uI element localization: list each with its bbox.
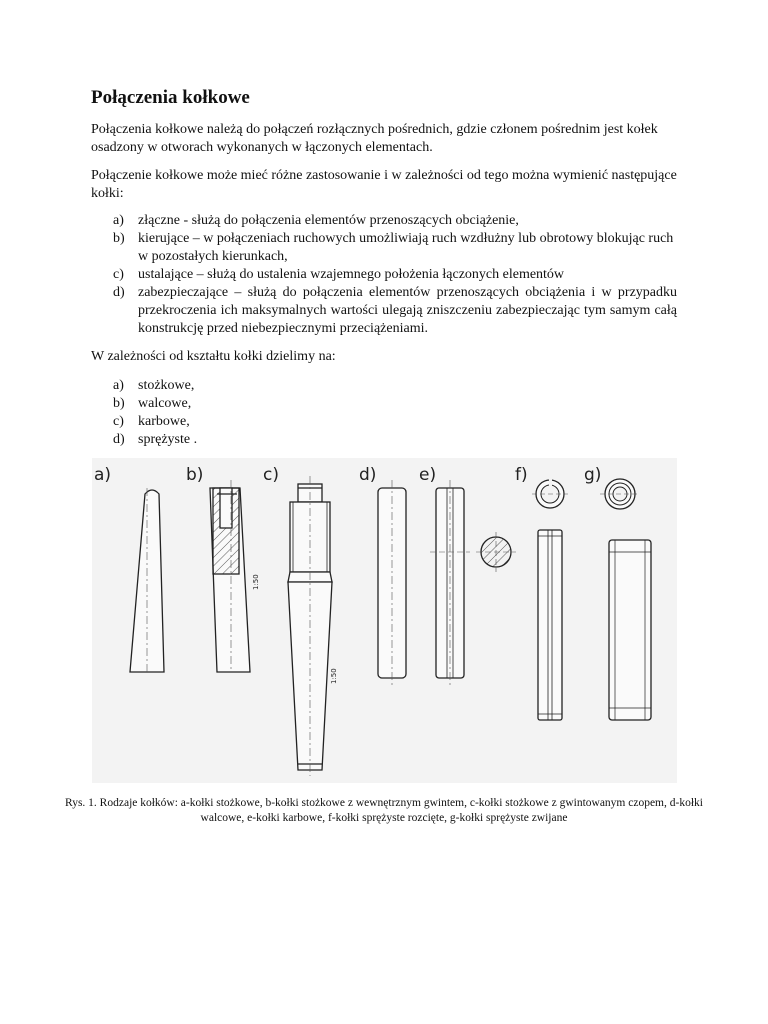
slotted-spring-pin-drawing — [532, 479, 568, 720]
list-item-text: stożkowe, — [138, 378, 195, 393]
taper-ratio-label: 1:50 — [330, 668, 338, 684]
coiled-spring-pin-drawing — [600, 479, 651, 720]
tapered-pin-threaded-stud-drawing — [288, 476, 338, 776]
list-item — [91, 377, 677, 395]
list-item — [91, 284, 677, 338]
shapes-list — [91, 377, 677, 449]
grooved-pin-cross-section-icon — [476, 532, 516, 572]
list-item-text: ustalające – służą do ustalenia wzajemnego położenia łączonych elementów — [138, 267, 565, 282]
list-item — [91, 413, 677, 431]
figure-caption: Rys. 1. Rodzaje kołków: a-kołki stożkowe, b-kołki stożkowe z wewnętrznym gwintem, c-kołki stożkowe z gwintowanym czopem, d-kołki walcowe, e-kołki karbowe, f-kołki sprężyste rozcięte, g-kołki sprężyste zwijane — [65, 797, 703, 824]
figure-label-d: d) — [359, 465, 377, 485]
list-marker: c) — [113, 414, 124, 429]
applications-list — [91, 212, 677, 338]
taper-ratio-label: 1:50 — [252, 574, 260, 590]
list-marker: d) — [113, 432, 125, 447]
figure-label-g: g) — [584, 465, 602, 485]
list-item — [91, 212, 677, 230]
figure-label-b: b) — [186, 465, 204, 485]
list-item-text: złączne - służą do połączenia elementów przenoszących obciążenie, — [138, 213, 519, 228]
list-marker: b) — [113, 231, 125, 246]
grooved-pin-drawing — [430, 480, 470, 686]
list-marker: a) — [113, 378, 124, 393]
tapered-pin-internal-thread-drawing — [210, 480, 260, 672]
figure-label-a: a) — [94, 465, 112, 485]
list-item — [91, 266, 677, 284]
pin-drawings — [92, 458, 677, 783]
applications-intro: Połączenie kołkowe może mieć różne zastosowanie i w zależności od tego można wymienić następujące kołki: — [91, 168, 677, 201]
list-marker: a) — [113, 213, 124, 228]
list-item-text: walcowe, — [138, 396, 192, 411]
list-item — [91, 431, 677, 449]
intro-paragraph: Połączenia kołkowe należą do połączeń rozłącznych pośrednich, gdzie członem pośrednim jest kołek osadzony w otworach wykonanych w łączonych elementach. — [91, 122, 658, 155]
list-item-text: karbowe, — [138, 414, 190, 429]
list-item-text: zabezpieczające – służą do połączenia elementów przenoszących obciążenia i w przypadku przekroczenia ich maksymalnych wartości ulegają zniszczeniu zabezpieczając tym samym całą konstrukcję przed niebezpiecznymi przeciążeniami. — [138, 285, 677, 336]
list-item-text: kierujące – w połączeniach ruchowych umożliwiają ruch wzdłużny lub obrotowy blokując ruch w pozostałych kierunkach, — [138, 231, 674, 264]
list-item — [91, 395, 677, 413]
list-item — [91, 230, 677, 266]
list-marker: c) — [113, 267, 124, 282]
page-title: Połączenia kołkowe — [91, 87, 250, 108]
list-item-text: sprężyste . — [138, 432, 198, 447]
figure-label-e: e) — [419, 465, 437, 485]
figure-label-f: f) — [515, 465, 528, 485]
cylindrical-pin-drawing — [378, 480, 406, 686]
figure-label-c: c) — [263, 465, 279, 485]
pin-types-figure — [92, 458, 677, 783]
shapes-intro: W zależności od kształtu kołki dzielimy na: — [91, 349, 336, 364]
list-marker: d) — [113, 285, 125, 300]
list-marker: b) — [113, 396, 125, 411]
tapered-pin-drawing — [130, 488, 164, 673]
